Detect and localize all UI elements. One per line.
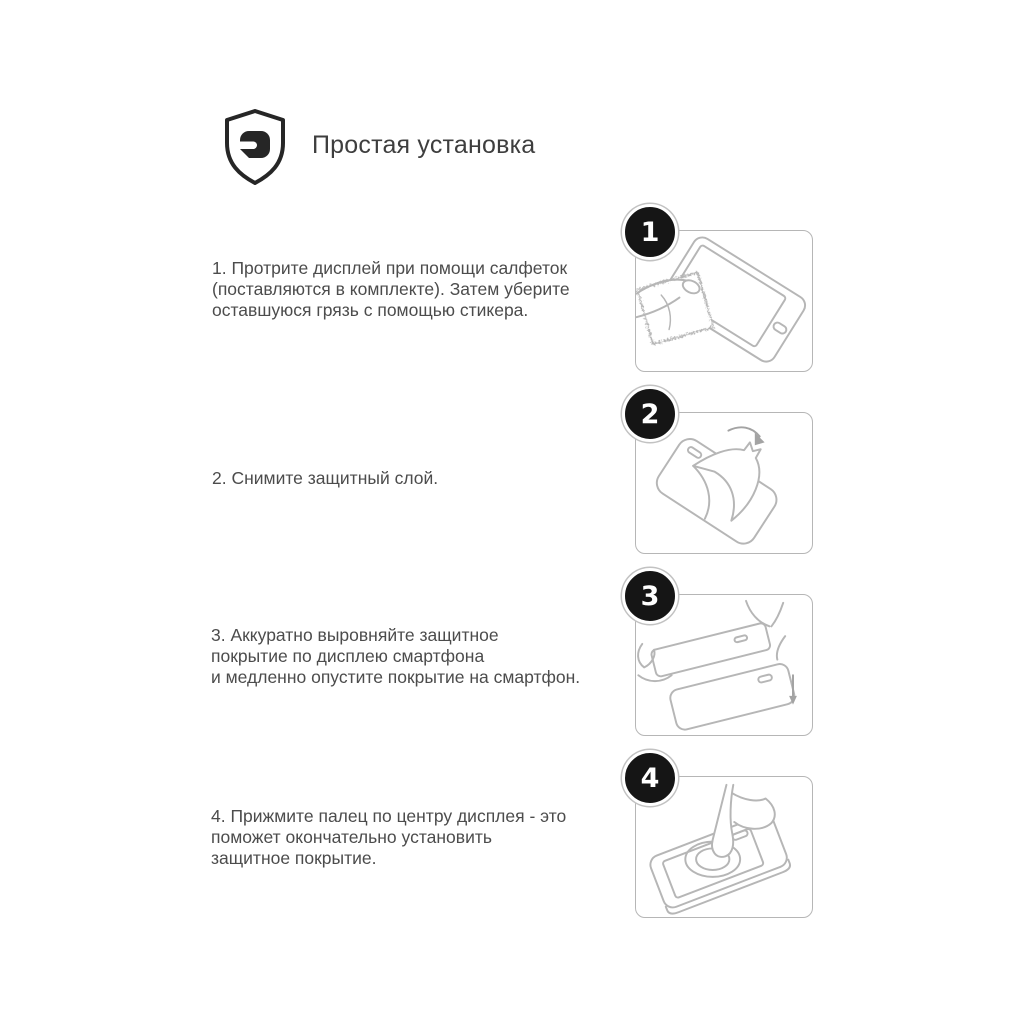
step-3-line: 3. Аккуратно выровняйте защитное <box>211 625 499 645</box>
step-1-line: 1. Протрите дисплей при помощи салфеток <box>212 258 568 278</box>
step-number: 4 <box>640 762 660 794</box>
step-2-line: 2. Снимите защитный слой. <box>212 468 439 488</box>
step-1-number-badge <box>622 204 678 260</box>
protector-outline <box>652 434 781 548</box>
step-3-line: и медленно опустите покрытие на смартфон. <box>211 667 581 687</box>
step-number: 1 <box>640 216 660 248</box>
phone-outline <box>668 662 796 731</box>
step-number: 3 <box>640 580 660 612</box>
logo-letter-a <box>233 131 270 159</box>
page-title: Простая установка <box>312 131 536 159</box>
step-3-line: покрытие по дисплею смартфона <box>211 646 485 666</box>
step-1-line: оставшуюся грязь с помощью стикера. <box>212 300 529 320</box>
step-2-number-badge <box>622 386 678 442</box>
protector-sheet <box>650 622 771 677</box>
step-4-line: защитное покрытие. <box>211 848 377 868</box>
step-3-instructions <box>211 625 580 688</box>
step-1-line: (поставляются в комплекте). Затем уберите <box>212 279 570 299</box>
step-number: 2 <box>640 398 660 430</box>
step-4-number-badge <box>622 750 678 806</box>
curved-arrow-icon <box>728 427 764 445</box>
armorstandart-shield-icon <box>222 108 288 186</box>
step-2-instructions <box>212 468 438 489</box>
step-4-line: 4. Прижмите палец по центру дисплея - это <box>211 806 567 826</box>
step-3-number-badge <box>622 568 678 624</box>
step-4-line: поможет окончательно установить <box>211 827 492 847</box>
step-1-instructions <box>212 258 570 321</box>
step-4-instructions <box>211 806 566 869</box>
